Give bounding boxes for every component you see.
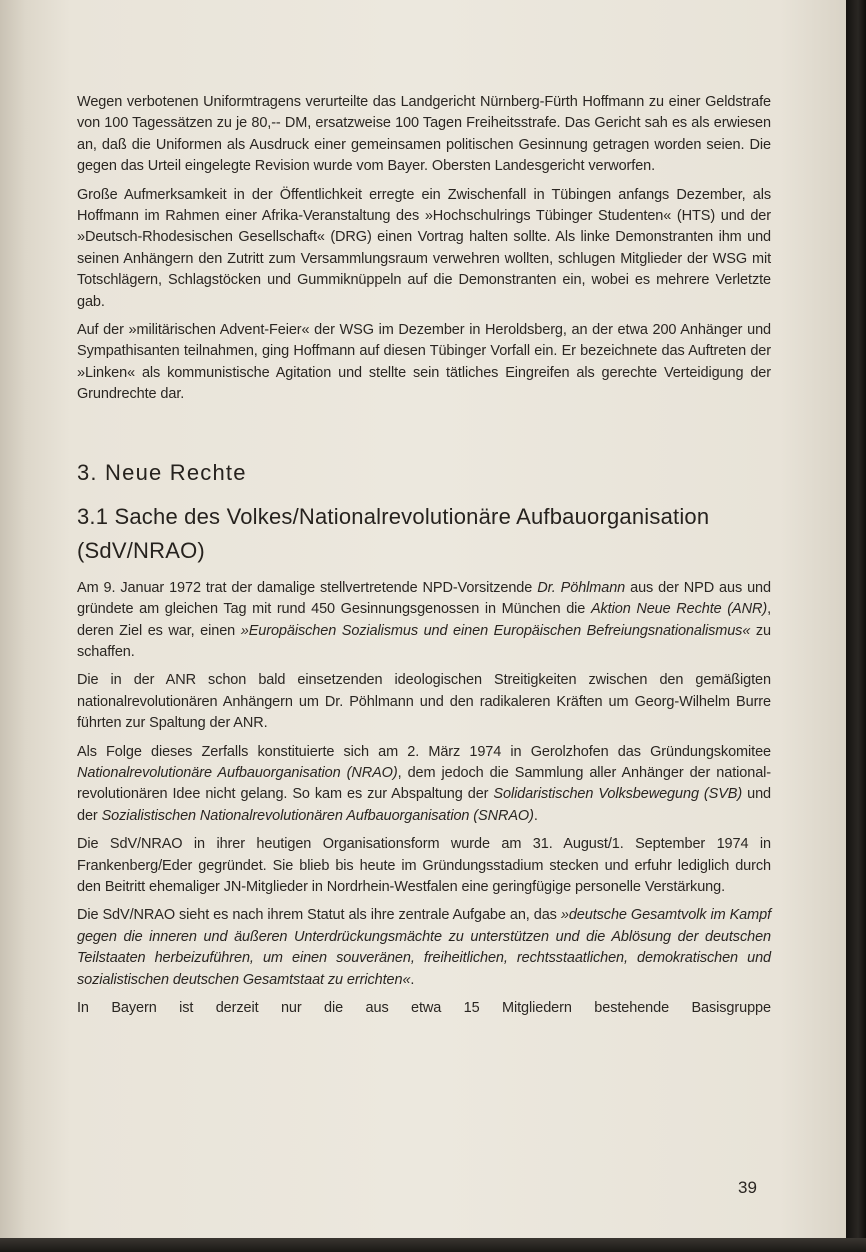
paragraph-sdv-nrao-statute: Die SdV/NRAO sieht es nach ihrem Statut als ihre zentrale Aufgabe an, das »deutsche Gesamtvolk im Kampf gegen die inneren und äußeren Unterdrückungsmächte zu unterstützen und die Ablösung der deutschen Teilstaaten herbeizuführen, um einen souveränen, freiheitlichen, rechtsstaatlichen, demokratischen und sozialistischen deutschen Gesamtstaat zu errichten«. xyxy=(77,907,771,988)
paragraph-nrao-founding: Als Folge dieses Zerfalls konstituierte sich am 2. März 1974 in Gerolzhofen das Gründungskomitee Nationalrevolutionäre Aufbauorganisation (NRAO), dem jedoch die Sammlung aller Anhänger der national-revolutionären Idee nicht gelang. So kam es zur Abspaltung der Solidaristischen Volksbewegung (SVB) und der Sozialistischen Nationalrevolutionären Aufbauorganisation (SNRAO). xyxy=(77,743,772,824)
page-bottom-edge xyxy=(0,1238,866,1252)
paragraph-anr-founding: Am 9. Januar 1972 trat der damalige stellvertretende NPD-Vorsitzende Dr. Pöhlmann aus der NPD aus und gründete am gleichen Tag mit rund 450 Gesinnungsgenossen in München die Aktion Neue Rechte (ANR), deren Ziel es war, einen »Europäischen Sozialismus und einen Europäischen Befreiungsnationalismus« zu schaffen. xyxy=(77,579,772,660)
section-heading: 3. Neue Rechte xyxy=(77,459,247,485)
page-text-column xyxy=(77,92,771,1026)
paragraph-tuebingen-incident: Große Aufmerksamkeit in der Öffentlichkeit erregte ein Zwischenfall in Tübingen anfangs Dezember, als Hoffmann im Rahmen einer Afrika-Veranstaltung des »Hochschulrings Tübinger Studenten« (HTS) und der »Deutsch-Rhodesischen Gesellschaft« (DRG) einen Vortrag halten sollte. Als linke Demonstranten ihm und seinen Anhängern den Zutritt zum Versammlungsraum verwehren wollten, schlugen Mitglieder der WSG mit Totschlägern, Schlagstöcken und Gummiknüppeln auf die Demonstranten ein, wobei es mehrere Verletzte gab. xyxy=(77,186,771,310)
subsection-heading: 3.1 Sache des Volkes/Nationalrevolutionäre Aufbauorganisation (SdV/NRAO) xyxy=(77,503,710,563)
paragraph-sdv-nrao-current: Die SdV/NRAO in ihrer heutigen Organisationsform wurde am 31. August/1. September 1974 in Frankenberg/Eder gegründet. Sie blieb bis heute im Gründungsstadium stecken und erfuhr lediglich durch den Beitritt ehemaliger JN-Mitglieder in Nordrhein-Westfalen eine geringfügige personelle Verstärkung. xyxy=(77,836,771,895)
page-number: 39 xyxy=(738,1178,757,1197)
paragraph-advent-feier: Auf der »militärischen Advent-Feier« der WSG im Dezember in Heroldsberg, an der etwa 200 Anhänger und Sympathisanten teilnahmen, ging Hoffmann auf diesen Tübinger Vorfall ein. Er bezeichnete das Auftreten der »Linken« als kommunistische Agitation und stellte sein tätliches Eingreifen als gerechte Verteidigung der Grundrechte dar. xyxy=(77,322,771,403)
book-spine-shadow xyxy=(846,0,866,1252)
paragraph-anr-split: Die in der ANR schon bald einsetzenden ideologischen Streitigkeiten zwischen den gemäßigten nationalrevolutionären Anhängern um Dr. Pöhlmann und den radikaleren Kräften um Georg-Wilhelm Burre führten zur Spaltung der ANR. xyxy=(77,672,771,732)
paragraph-uniform-verdict: Wegen verbotenen Uniformtragens verurteilte das Landgericht Nürnberg-Fürth Hoffmann zu einer Geldstrafe von 100 Tagessätzen zu je 80,-- DM, ersatzweise 100 Tagen Freiheitsstrafe. Das Gericht sah es als erwiesen an, daß die Uniformen als Ausdruck einer gemeinsamen politischen Gesinnung getragen worden seien. Die gegen das Urteil eingelegte Revision wurde vom Bayer. Obersten Landesgericht verworfen. xyxy=(77,94,771,175)
paragraph-bavaria: In Bayern ist derzeit nur die aus etwa 15 Mitgliedern bestehende Basisgruppe xyxy=(77,1000,771,1016)
